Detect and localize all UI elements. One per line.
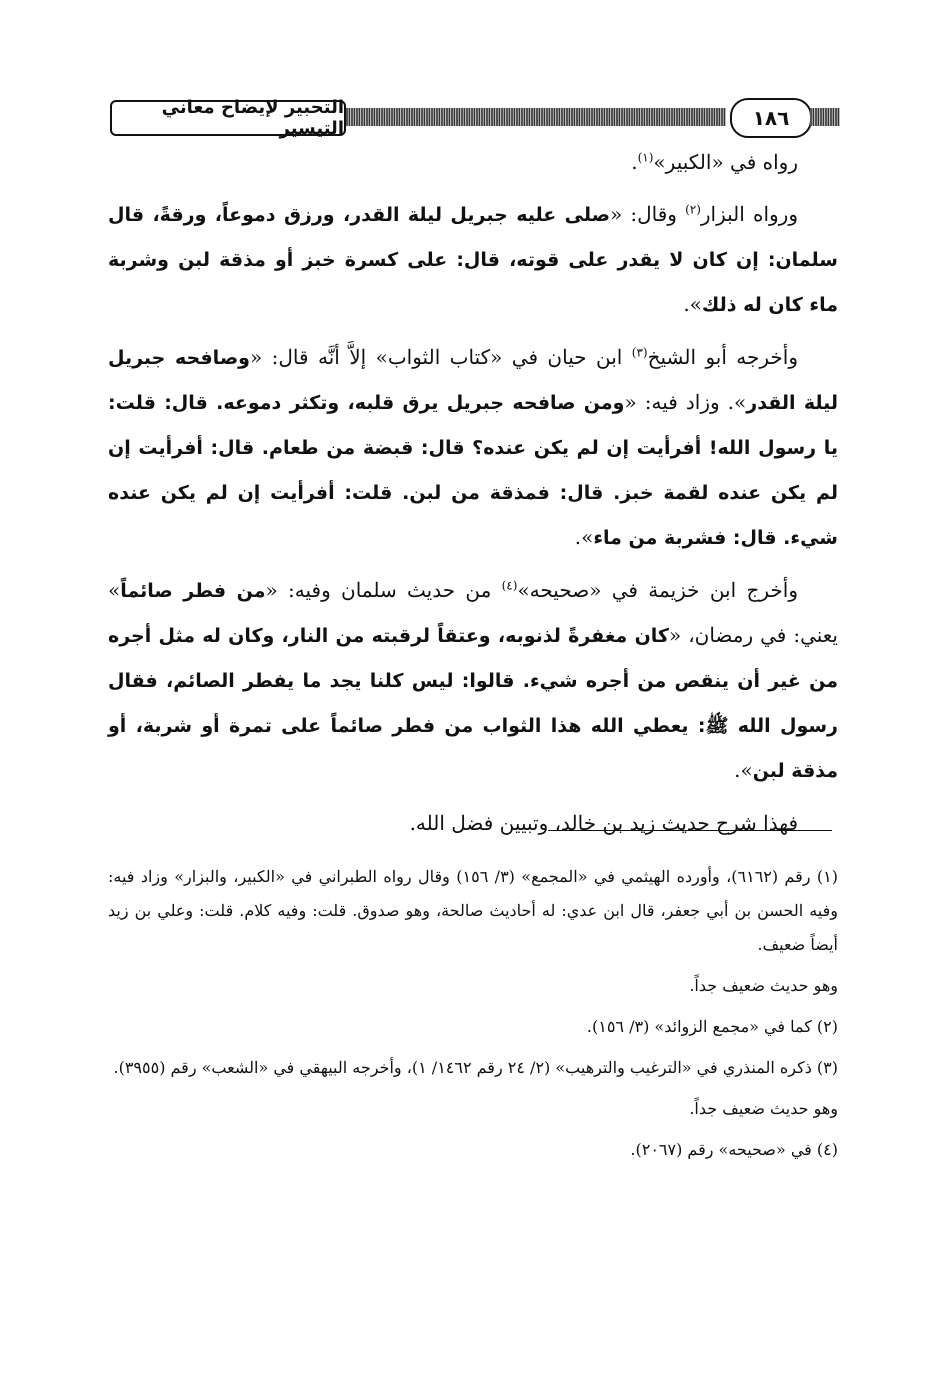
paragraph-3 [108, 335, 838, 560]
hadith-quote: من فطر صائماً [120, 580, 266, 602]
footnote-1: (١) رقم (٦١٦٢)، وأورده الهيثمي في «المجمع» (٣/ ١٥٦) وقال رواه الطبراني في «الكبير، والبزار» وزاد فيه: وفيه الحسن بن أبي جعفر، قال ابن عدي: له أحاديث صالحة، وهو صدوق. قلت: وفيه كلام. قلت: وعلي بن زيد أيضاً ضعيف. [108, 867, 839, 954]
hadith-quote: وصافحه جبريل ليلة القدر [108, 347, 838, 414]
p1-end: . [631, 150, 638, 174]
footnote-1-note: وهو حديث ضعيف جداً. [689, 976, 838, 995]
footnote-2: (٢) كما في «مجمع الزوائد» (٣/ ١٥٦). [586, 1017, 838, 1036]
footnote-ref-1: (١) [637, 150, 654, 165]
p3-c: ». وزاد فيه: « [624, 390, 747, 414]
header-decorative-band-end [810, 108, 840, 126]
hadith-quote: ومن صافحه جبريل يرق قلبه، وتكثر دموعه. قال: قلت: يا رسول الله! أفرأيت إن لم يكن عنده؟ قال: قبضة من طعام. قال: أفرأيت إن لم يكن عنده لقمة خبز. قال: فمذقة من لبن. قلت: أفرأيت إن لم يكن عنده شيء. قال: فشربة من ماء [108, 392, 838, 549]
page-header [110, 96, 840, 140]
header-decorative-band [346, 108, 726, 126]
p4-a: وأخرج ابن خزيمة في «صحيحه» [517, 578, 798, 602]
footnote-ref-4: (٤) [501, 578, 518, 593]
p1-text: رواه في «الكبير» [653, 150, 798, 174]
p2-a: ورواه البزار [700, 202, 798, 226]
hadith-quote: صلى عليه جبريل ليلة القدر، ورزق دموعاً، ورقةً، قال سلمان: إن كان لا يقدر على قوته، قال: على كسرة خبز أو مذقة لبن وشربة ماء كان له ذلك [108, 204, 838, 316]
paragraph-1 [108, 140, 838, 184]
paragraph-2 [108, 192, 838, 327]
hadith-quote: كان مغفرةً لذنوبه، وعتقاً لرقبته من النار، وكان له مثل أجره من غير أن ينقص من أجره شيء. قالوا: ليس كلنا يجد ما يفطر الصائم، فقال رسول الله ﷺ: يعطي الله هذا الثواب من فطر صائماً على تمرة أو شربة، أو مذقة لبن [108, 625, 838, 782]
p2-b: وقال: « [609, 202, 686, 226]
main-text [108, 140, 838, 853]
p3-a: وأخرجه أبو الشيخ [647, 345, 799, 369]
paragraph-5: فهذا شرح حديث زيد بن خالد، وتبيين فضل الله. [409, 811, 798, 835]
book-title: التحبير لإيضاح معاني التيسير [110, 100, 346, 136]
footnote-ref-3: (٣) [631, 345, 648, 360]
footnotes [108, 860, 838, 1174]
footnote-ref-2: (٢) [685, 202, 701, 217]
p4-c: » يعني: في رمضان، « [108, 578, 838, 647]
footnote-3: (٣) ذكره المنذري في «الترغيب والترهيب» (٢/ ٢٤ رقم ١٤٦٢/ ١)، وأخرجه البيهقي في «الشعب» رقم (٣٩٥٥). [113, 1058, 838, 1077]
footnote-4: (٤) في «صحيحه» رقم (٢٠٦٧). [630, 1140, 838, 1159]
page-number: ١٨٦ [730, 98, 812, 138]
p3-b: ابن حيان في «كتاب الثواب» إلاَّ أنَّه قال: « [250, 345, 632, 369]
paragraph-4 [108, 568, 838, 793]
footnote-divider [548, 830, 832, 831]
p3-end: ». [574, 525, 594, 549]
footnote-3-note: وهو حديث ضعيف جداً. [689, 1099, 838, 1118]
p2-end: ». [683, 292, 702, 316]
p4-b: من حديث سلمان وفيه: « [265, 578, 502, 602]
p4-end: ». [734, 758, 753, 782]
